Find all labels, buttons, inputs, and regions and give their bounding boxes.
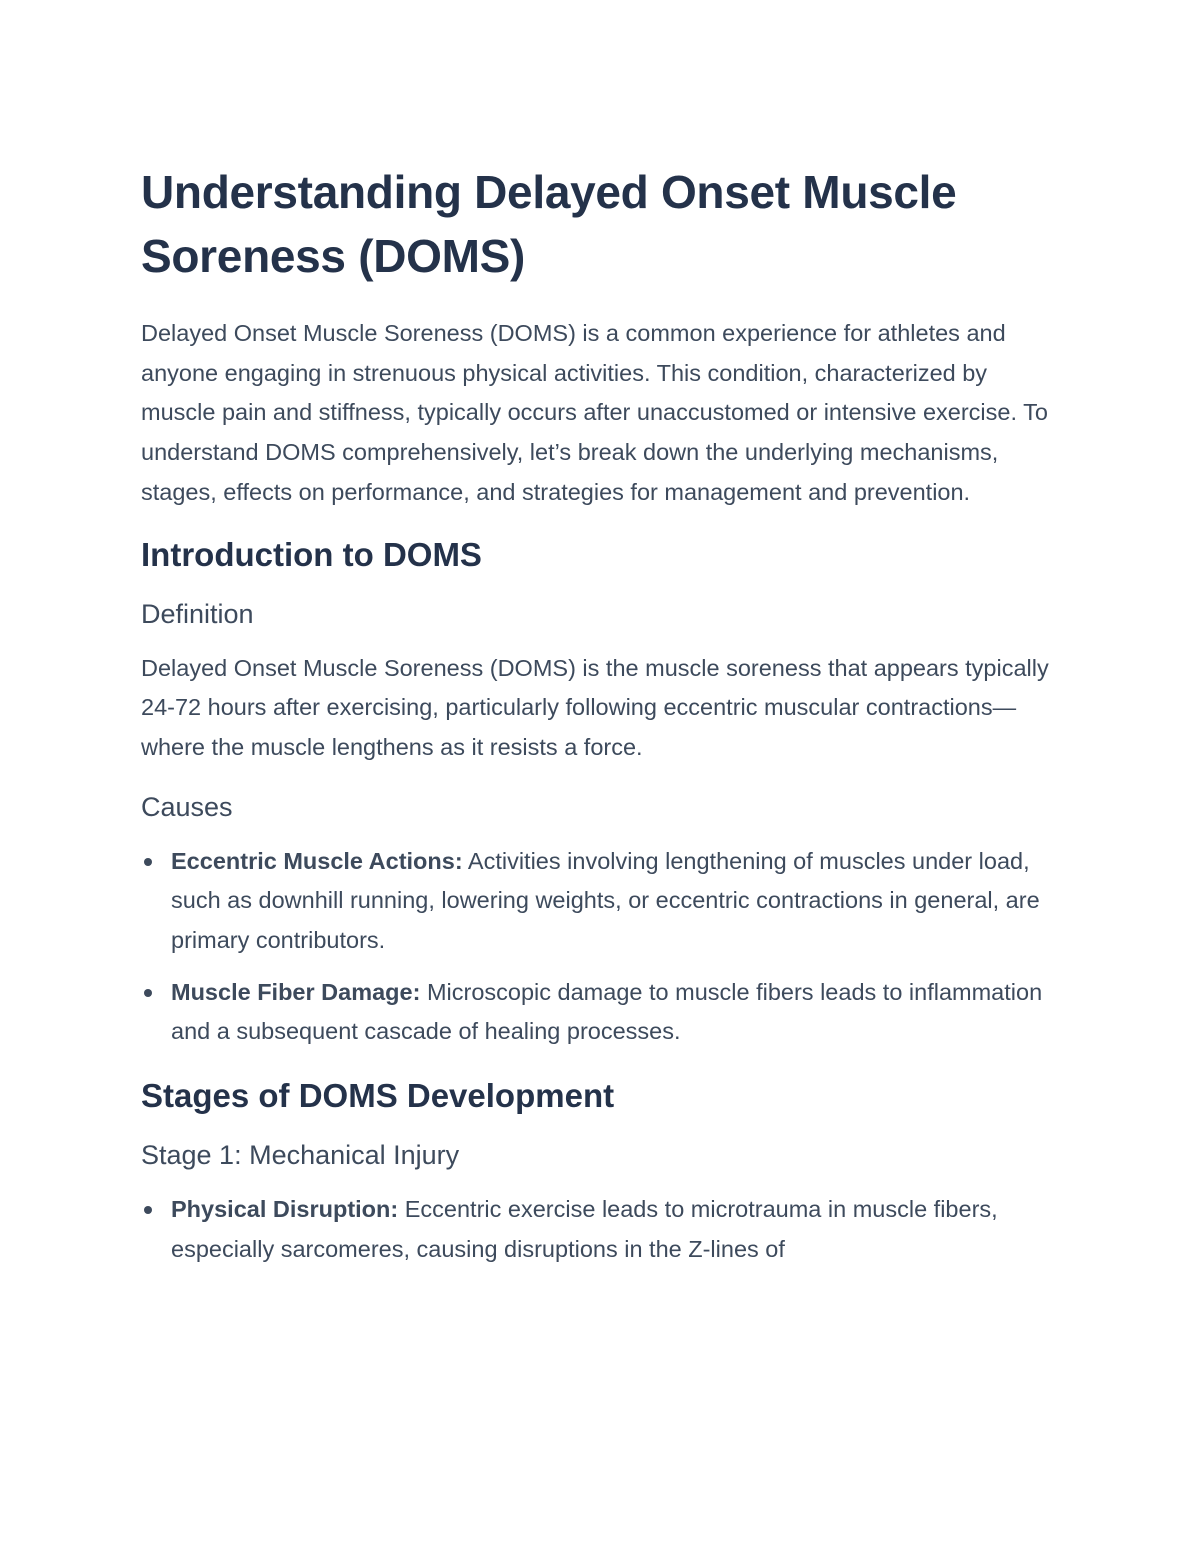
subsection-heading-definition: Definition: [141, 598, 254, 629]
bullet-icon: [144, 989, 152, 997]
document-title: Understanding Delayed Onset Muscle Soreness (DOMS): [141, 166, 957, 282]
list-item-label: Muscle Fiber Damage:: [171, 978, 421, 1005]
document-page: [141, 160, 1061, 1292]
intro-paragraph: Delayed Onset Muscle Soreness (DOMS) is a common experience for athletes and anyone engaging in strenuous physical activities. This condition, characterized by muscle pain and stiffness, typically occurs after unaccustomed or intensive exercise. To understand DOMS comprehensively, let’s break down the underlying mechanisms, stages, effects on performance, and strategies for management and prevention.: [141, 320, 1048, 505]
section-heading-introduction: Introduction to DOMS: [141, 535, 482, 573]
list-item: [141, 1190, 1061, 1269]
causes-list: [141, 842, 1061, 1053]
list-item-label: Physical Disruption:: [171, 1196, 399, 1223]
list-item-text: Microscopic damage to muscle fibers leads to inflammation and a subsequent cascade of healing processes.: [171, 978, 1043, 1045]
subsection-heading-causes: Causes: [141, 791, 233, 822]
list-item-text: Activities involving lengthening of muscles under load, such as downhill running, lowering weights, or eccentric contractions in general, are primary contributors.: [171, 847, 1040, 954]
section-heading-stages: Stages of DOMS Development: [141, 1077, 615, 1115]
stage-1-list: [141, 1190, 1061, 1269]
list-item: [141, 973, 1061, 1052]
list-item-label: Eccentric Muscle Actions:: [171, 847, 463, 874]
definition-paragraph: Delayed Onset Muscle Soreness (DOMS) is the muscle soreness that appears typically 24-72 hours after exercising, particularly following eccentric muscular contractions—where the muscle lengthens as it resists a force.: [141, 654, 1049, 760]
bullet-icon: [144, 858, 152, 866]
list-item: [141, 842, 1061, 961]
subsection-heading-stage-1: Stage 1: Mechanical Injury: [141, 1140, 460, 1171]
bullet-icon: [144, 1206, 152, 1214]
list-item-text: Eccentric exercise leads to microtrauma in muscle fibers, especially sarcomeres, causing disruptions in the Z-lines of: [171, 1196, 998, 1262]
